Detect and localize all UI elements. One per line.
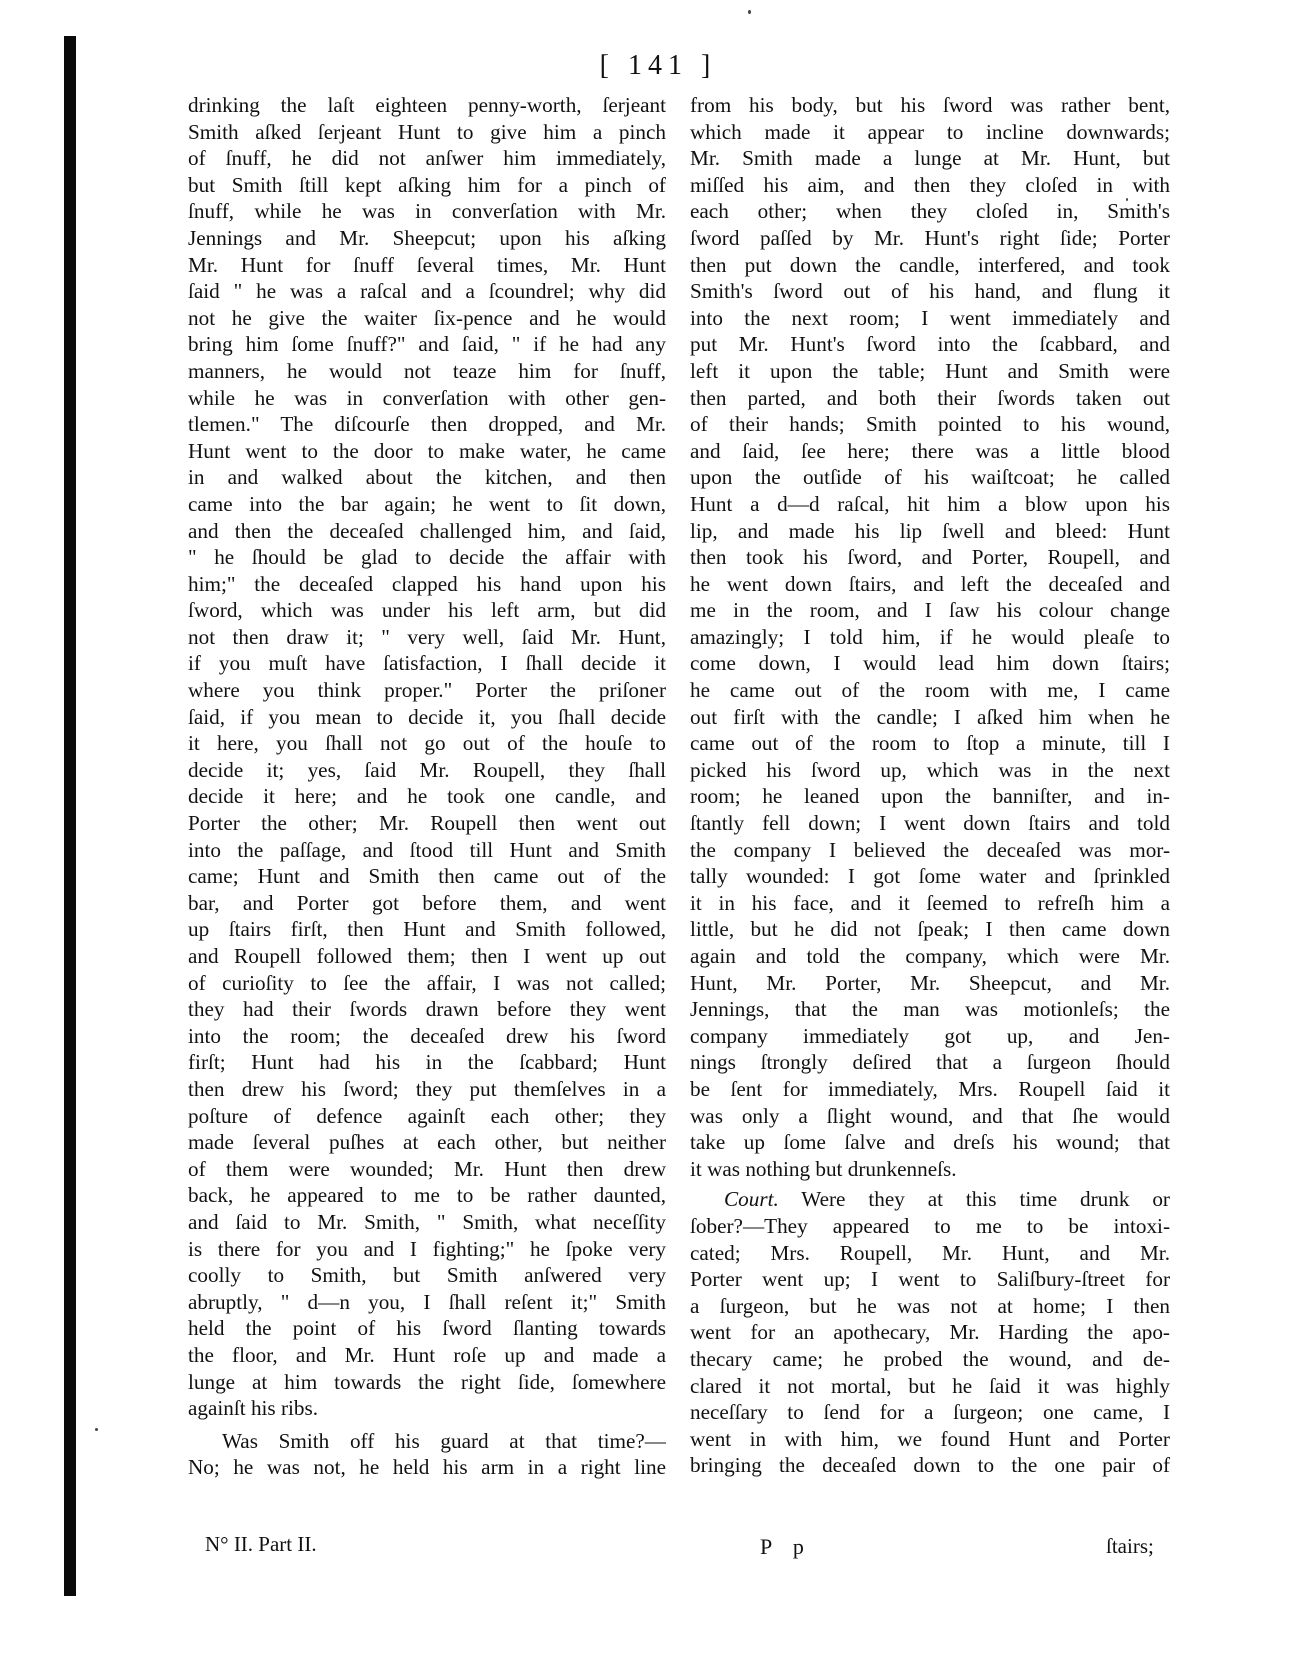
text-line: clared it not mortal, but he ſaid it was highly xyxy=(690,1373,1170,1398)
text-line: ſnuff, while he was in converſation with Mr. xyxy=(188,199,666,224)
text-line: out firſt with the candle; I aſked him when he xyxy=(690,704,1170,729)
ink-speck xyxy=(95,1428,98,1431)
text-line: amazingly; I told him, if he would pleaſe to xyxy=(690,624,1170,649)
left-column xyxy=(188,92,666,1481)
text-line: into the next room; I went immediately and xyxy=(690,305,1170,330)
text-line: not he give the waiter ſix-pence and he would xyxy=(188,305,666,330)
text-line: Smith's ſword out of his hand, and flung it xyxy=(690,279,1170,304)
text-line: bringing the deceaſed down to the one pair of xyxy=(690,1453,1170,1478)
ink-speck xyxy=(748,10,751,14)
text-line: ſword, which was under his left arm, but did xyxy=(188,598,666,623)
text-line: drinking the laſt eighteen penny-worth, ſerjeant xyxy=(188,93,666,117)
text-line: Porter went up; I went to Saliſbury-ſtreet for xyxy=(690,1267,1170,1292)
text-line: he went down ſtairs, and left the deceaſed and xyxy=(690,571,1170,596)
text-line: cated; Mrs. Roupell, Mr. Hunt, and Mr. xyxy=(690,1240,1170,1265)
text-line: decide it; yes, ſaid Mr. Roupell, they ſhall xyxy=(188,757,666,782)
left-column-text xyxy=(188,92,666,1422)
text-line: not then draw it; " very well, ſaid Mr. Hunt, xyxy=(188,624,666,649)
text-line: No; he was not, he held his arm in a right line xyxy=(188,1455,666,1480)
text-line: was only a ſlight wound, and that ſhe would xyxy=(690,1103,1170,1128)
text-line: firſt; Hunt had his in the ſcabbard; Hunt xyxy=(188,1050,666,1075)
text-line: then drew his ſword; they put themſelves in a xyxy=(188,1076,666,1101)
text-line: of ſnuff, he did not anſwer him immediately, xyxy=(188,146,666,171)
issue-footer: N° II. Part II. xyxy=(205,1532,317,1556)
text-line: coolly to Smith, but Smith anſwered very xyxy=(188,1263,666,1288)
text-line: " he ſhould be glad to decide the affair with xyxy=(188,545,666,570)
text-line: tlemen." The diſcourſe then dropped, and Mr. xyxy=(188,412,666,437)
text-line: made ſeveral puſhes at each other, but neither xyxy=(188,1130,666,1155)
court-first-line-text: Were they at this time drunk or xyxy=(778,1187,1170,1212)
text-line: in and walked about the kitchen, and then xyxy=(188,465,666,490)
text-line: put Mr. Hunt's ſword into the ſcabbard, and xyxy=(690,332,1170,357)
text-line: and ſaid to Mr. Smith, " Smith, what neceſſity xyxy=(188,1209,666,1234)
text-line: where you think proper." Porter the priſoner xyxy=(188,678,666,703)
text-line: bar, and Porter got before them, and went xyxy=(188,890,666,915)
text-line: room; he leaned upon the banniſter, and in- xyxy=(690,784,1170,809)
text-line: came into the bar again; he went to ſit down, xyxy=(188,491,666,516)
text-line: tally wounded: I got ſome water and ſprinkled xyxy=(690,864,1170,889)
question-paragraph xyxy=(188,1428,666,1481)
text-line: of them were wounded; Mr. Hunt then drew xyxy=(188,1156,666,1181)
text-line: company immediately got up, and Jen- xyxy=(690,1023,1170,1048)
text-line: take up ſome ſalve and dreſs his wound; that xyxy=(690,1130,1170,1155)
text-line: is there for you and I fighting;" he ſpoke very xyxy=(188,1236,666,1261)
text-line: from his body, but his ſword was rather bent, xyxy=(690,93,1170,117)
text-line: me in the room, and I ſaw his colour change xyxy=(690,598,1170,623)
right-column-text xyxy=(690,92,1170,1182)
text-line: thecary came; he probed the wound, and de- xyxy=(690,1346,1170,1371)
text-line: little, but he did not ſpeak; I then came down xyxy=(690,917,1170,942)
text-line: come down, I would lead him down ſtairs; xyxy=(690,651,1170,676)
text-line: if you muſt have ſatisfaction, I ſhall decide it xyxy=(188,651,666,676)
text-line: Hunt went to the door to make water, he came xyxy=(188,438,666,463)
text-line: of curioſity to ſee the affair, I was not called; xyxy=(188,970,666,995)
text-line: of their hands; Smith pointed to his wound, xyxy=(690,412,1170,437)
text-line: Jennings and Mr. Sheepcut; upon his aſking xyxy=(188,225,666,250)
text-line: a ſurgeon, but he was not at home; I then xyxy=(690,1293,1170,1318)
text-line: it here, you ſhall not go out of the houſe to xyxy=(188,731,666,756)
text-line: the company I believed the deceaſed was mor- xyxy=(690,837,1170,862)
text-line: again and told the company, which were Mr. xyxy=(690,944,1170,968)
text-line: left it upon the table; Hunt and Smith were xyxy=(690,358,1170,383)
text-line: Mr. Hunt for ſnuff ſeveral times, Mr. Hunt xyxy=(188,252,666,277)
text-line: which made it appear to incline downwards; xyxy=(690,119,1170,144)
text-line: againſt his ribs. xyxy=(188,1396,319,1421)
text-line: Mr. Smith made a lunge at Mr. Hunt, but xyxy=(690,146,1170,171)
text-line: came; Hunt and Smith then came out of the xyxy=(188,864,666,889)
text-line: Was Smith off his guard at that time?— xyxy=(222,1428,666,1453)
text-line: ſword paſſed by Mr. Hunt's right ſide; Porter xyxy=(690,225,1170,250)
text-line: picked his ſword up, which was in the next xyxy=(690,757,1170,782)
text-line: he came out of the room with me, I came xyxy=(690,678,1170,703)
text-line: it in his face, and it ſeemed to refreſh him a xyxy=(690,890,1170,915)
text-line: lip, and made his lip ſwell and bleed: Hunt xyxy=(690,518,1170,543)
text-line: while he was in converſation with other gen- xyxy=(188,385,666,410)
text-line: Hunt, Mr. Porter, Mr. Sheepcut, and Mr. xyxy=(690,970,1170,995)
text-line: and ſaid, ſee here; there was a little blood xyxy=(690,438,1170,463)
text-line: then took his ſword, and Porter, Roupell, and xyxy=(690,545,1170,570)
text-line: back, he appeared to me to be rather daunted, xyxy=(188,1183,666,1208)
text-line: neceſſary to ſend for a ſurgeon; one came, I xyxy=(690,1400,1170,1425)
text-line: him;" the deceaſed clapped his hand upon his xyxy=(188,571,666,596)
text-line: abruptly, " d—n you, I ſhall reſent it;" Smith xyxy=(188,1289,666,1314)
text-line: be ſent for immediately, Mrs. Roupell ſaid it xyxy=(690,1076,1170,1101)
text-line: miſſed his aim, and then they cloſed in with xyxy=(690,172,1170,197)
text-line: and then the deceaſed challenged him, and ſaid, xyxy=(188,518,666,543)
text-line: into the room; the deceaſed drew his ſword xyxy=(188,1023,666,1048)
catchword: ſtairs; xyxy=(1106,1534,1154,1558)
text-line: into the paſſage, and ſtood till Hunt and Smith xyxy=(188,837,666,862)
text-line: ſaid, if you mean to decide it, you ſhall decide xyxy=(188,704,666,729)
text-line: ſtantly fell down; I went down ſtairs and told xyxy=(690,811,1170,836)
text-line: lunge at him towards the right ſide, ſomewhere xyxy=(188,1369,666,1394)
text-line: then parted, and both their ſwords taken out xyxy=(690,385,1170,410)
court-label: Court. xyxy=(724,1187,779,1212)
text-line: and Roupell followed them; then I went up out xyxy=(188,944,666,968)
signature-mark: P p xyxy=(760,1534,812,1559)
court-text xyxy=(690,1213,1170,1479)
text-line: poſture of defence againſt each other; they xyxy=(188,1103,666,1128)
text-line: the floor, and Mr. Hunt roſe up and made a xyxy=(188,1342,666,1367)
text-line: manners, he would not teaze him for ſnuff, xyxy=(188,358,666,383)
text-line: went in with him, we found Hunt and Porter xyxy=(690,1426,1170,1451)
text-line: then put down the candle, interfered, and took xyxy=(690,252,1170,277)
text-line: came out of the room to ſtop a minute, till I xyxy=(690,731,1170,756)
text-line: held the point of his ſword ſlanting towards xyxy=(188,1316,666,1341)
court-paragraph xyxy=(690,1186,1170,1479)
text-line: ſaid " he was a raſcal and a ſcoundrel; why did xyxy=(188,279,666,304)
text-line: they had their ſwords drawn before they went xyxy=(188,997,666,1022)
text-line: decide it here; and he took one candle, and xyxy=(188,784,666,809)
text-line: it was nothing but drunkenneſs. xyxy=(690,1156,957,1181)
court-first-line xyxy=(690,1186,1170,1213)
binding-edge xyxy=(64,36,76,1596)
page-number: [ 141 ] xyxy=(599,50,717,81)
text-line: Smith aſked ſerjeant Hunt to give him a pinch xyxy=(188,119,666,144)
text-line: Hunt a d—d raſcal, hit him a blow upon his xyxy=(690,491,1170,516)
text-line: each other; when they cloſed in, Smith's xyxy=(690,199,1170,224)
text-line: upon the outſide of his waiſtcoat; he called xyxy=(690,465,1170,490)
text-line: but Smith ſtill kept aſking him for a pinch of xyxy=(188,172,666,197)
text-line: ſober?—They appeared to me to be intoxi- xyxy=(690,1213,1170,1238)
text-line: bring him ſome ſnuff?" and ſaid, " if he had any xyxy=(188,332,666,357)
text-line: up ſtairs firſt, then Hunt and Smith followed, xyxy=(188,917,666,942)
text-line: nings ſtrongly deſired that a ſurgeon ſhould xyxy=(690,1050,1170,1075)
text-line: Porter the other; Mr. Roupell then went out xyxy=(188,811,666,836)
right-column xyxy=(690,92,1170,1479)
text-line: went for an apothecary, Mr. Harding the apo- xyxy=(690,1320,1170,1345)
text-line: Jennings, that the man was motionleſs; the xyxy=(690,997,1170,1022)
